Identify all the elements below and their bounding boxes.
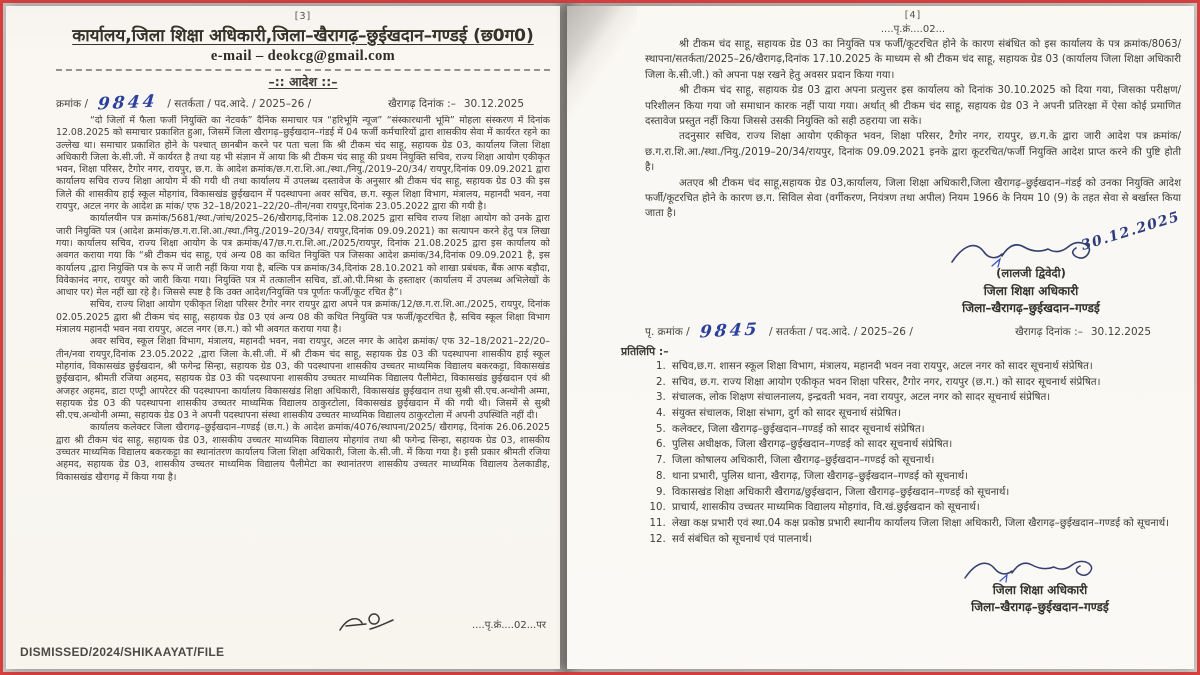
officer-name: (लालजी द्विवेदी)	[996, 265, 1066, 280]
copy-list-heading: प्रतिलिपि :–	[621, 344, 669, 358]
ref-prefix: क्रमांक /	[56, 98, 89, 110]
dashed-separator	[56, 69, 550, 71]
page-fold-corner	[567, 6, 637, 126]
document-page-3	[6, 6, 560, 669]
order-date: 30.12.2025	[1090, 325, 1151, 338]
paragraph: कार्यालय कलेक्टर जिला खैरागढ़–छुईखदान–गण्डई (छ.ग.) के आदेश क्रमांक/4076/स्थापना/2025/ खैरागढ़, दिनांक 26.06.2025 द्वारा श्री टीकम चंद साहू, सहायक ग्रेड 03, शासकीय उच्चतर माध्यमिक विद्यालय मोहगांव तथा श्री फगेन्द्र सिन्हा, सहायक ग्रेड 03, शासकीय उच्चतर माध्यमिक विद्यालय बकरकट्टा का स्थानांतरण कार्यालय जिला शिक्षा अधिकारी, जिला के.सी.जी. में किया गया है। इसी प्रकार श्रीमती रजिया अहमद, सहायक ग्रेड 03, शासकीय उच्चतर माध्यमिक विद्यालय पैलीमेटा का स्थानांतरण शासकीय उच्चतर माध्यमिक विद्यालय ठेलकाडीह, विकासखंड खैरागढ़ में किया गया है।	[56, 422, 550, 483]
officer-signature-block-bottom	[905, 551, 1175, 615]
page-number-3: [3]	[294, 11, 312, 22]
copy-list-item: 3. संचालक, लोक शिक्षण संचालनालय, इन्द्रवती भवन, नवा रायपुर, अटल नगर को सादर सूचनार्थ संप्रेषित।	[669, 391, 1181, 406]
continued-on-page-ref: ....पृ.क्रं....02...पर	[472, 620, 546, 631]
paragraph: अतएव श्री टीकम चंद साहू,सहायक ग्रेड 03,कार्यालय, जिला शिक्षा अधिकारी,जिला खैरागढ़–छुईखदान–गंडई को उनका नियुक्ति आदेश फर्जी/कूटरचित होने के कारण छ.ग. सिविल सेवा (वर्गीकरण, नियंत्रण तथा अपील) नियम 1966 के नियम 10 (9) के तहत सेवा से बर्खास्त किया जाता है।	[645, 177, 1181, 220]
page-number-4: [4]	[904, 10, 922, 21]
copy-list-item: 11. लेखा कक्ष प्रभारी एवं स्था.04 कक्ष प्रकोष्ठ प्रभारी स्थानीय कार्यालय जिला शिक्षा अधिकारी, जिला खैरागढ़–छुईखदान–गण्डई को सूचनार्थ।	[669, 517, 1181, 532]
paragraph: “दो जिलों में फैला फर्जी नियुक्ति का नेटवर्क” दैनिक समाचार पत्र “हरिभूमि न्यूज” “संस्कारधानी भूमि” मोहला संस्करण में दिनांक 12.08.2025 को समाचार प्रकाशित हुआ, जिसमें जिला खैरागढ़–छुईखदान–गंडई में 04 फर्जी कर्मचारियों द्वारा शासकीय सेवा में कार्यरत रहने का उल्लेख था। समाचार प्रकाशित होने के पश्चात् छानबीन करने पर पता चला कि श्री टीकम चंद साहू, सहायक ग्रेड 03, कार्यालय जिला शिक्षा अधिकारी जिला के.सी.जी. में कार्यरत है तथा यह भी संज्ञान में आया कि श्री टीकम चंद साहू की प्रथम नियुक्ति सचिव, राज्य शिक्षा आयोग एकीकृत भवन, शिक्षा परिसर, टैगोर नगर, रायपुर, छ.ग. के आदेश क्रमांक/छ.ग.रा.शि.आ./स्था./नियु./2019–20/34/ रायपुर,दिनांक 09.09.2021 द्वारा कार्यालय सचिव राज्य शिक्षा आयोग में की गयी थी तथा कार्यालय में उपलब्ध दस्तावेज के अनुसार श्री टीकम चंद साहू, सहायक ग्रेड 03 की इस जिले की शासकीय हाई स्कूल मोहगांव, विकासखंड छुईखदान में पदस्थापना अवर सचिव, छ.ग. स्कूल शिक्षा विभाग, मंत्रालय, महानदी भवन, नवा रायपुर, अटल नगर के आदेश क्र मांक/ एफ 32–18/2021–22/20–तीन/नवा रायपुर,दिनांक 23.05.2022 द्वारा की गयी है।	[56, 115, 550, 213]
page-3-footer	[66, 613, 546, 635]
place-date-label: खैरागढ़ दिनांक :–	[388, 98, 456, 110]
ref-suffix: / सतर्कता / पद.आदे. / 2025–26 /	[768, 325, 913, 338]
copy-list-item: 8. थाना प्रभारी, पुलिस थाना, खैरागढ़, जिला खैरागढ़–छुईखदान–गण्डई को सूचनार्थ।	[669, 470, 1181, 485]
paragraph: सचिव, राज्य शिक्षा आयोग एकीकृत शिक्षा परिसर टैगोर नगर रायपुर द्वारा अपने पत्र क्रमांक/12/छ.ग.रा.शि.आ./2025, रायपुर, दिनांक 02.05.2025 द्वारा श्री टीकम चंद साहू, सहायक ग्रेड 03 एवं अन्य 08 की कथित नियुक्ति पत्र फर्जी/कूटरचित है, सचिव स्कूल शिक्षा विभाग मंत्रालय महानदी भवन नवा रायपुर, अटल नगर (छ.ग.) को भी अवगत कराया गया है।	[56, 299, 550, 336]
copy-list-item: 7. जिला कोषालय अधिकारी, जिला खैरागढ़–छुईखदान–गण्डई को सूचनार्थ।	[669, 454, 1181, 469]
page-3-body	[56, 115, 550, 621]
officer-district: जिला–खैरागढ़–छुईखदान–गण्डई	[962, 300, 1100, 315]
ref-suffix: / सतर्कता / पद.आदे. / 2025–26 /	[167, 98, 312, 110]
order-heading-text: –:: आदेश ::–	[268, 74, 338, 89]
signature-initials	[336, 613, 398, 635]
handwritten-date: 30.12.2025	[1079, 208, 1183, 254]
copy-list-item: 6. पुलिस अधीक्षक, जिला खैरागढ़–छुईखदान–गण्डई को सादर सूचनार्थ संप्रेषित।	[669, 438, 1181, 453]
copy-distribution-list	[645, 360, 1181, 547]
signature-scribble	[960, 551, 1120, 585]
copy-list-item: 4. संयुक्त संचालक, शिक्षा संभाग, दुर्ग को सादर सूचनार्थ संप्रेषित।	[669, 407, 1181, 422]
copy-list-item: 5. कलेक्टर, जिला खैरागढ़–छुईखदान–गण्डई को सादर सूचनार्थ संप्रेषित।	[669, 423, 1181, 438]
ref-prefix: पृ. क्रमांक /	[645, 325, 690, 338]
paragraph: श्री टीकम चंद साहू, सहायक ग्रेड 03 द्वारा अपना प्रत्युत्तर इस कार्यालय को दिनांक 30.10.2025 को दिया गया, जिसका परीक्षण/परिशीलन किया गया जो समाधान कारक नहीं पाया गया। अर्थात् श्री टीकम चंद साहू, सहायक ग्रेड 03 ने अपनी प्रतिरक्षा में ऐसा कोई प्रमाणित दस्तावेज प्रस्तुत नहीं किया जिससे उसकी नियुक्ति को सही ठहराया जा सके।	[645, 85, 1181, 128]
office-title: कार्यालय,जिला शिक्षा अधिकारी,जिला–खैरागढ़–छुईखदान–गण्डई (छ0ग0)	[72, 26, 534, 46]
document-page-4	[567, 6, 1194, 669]
officer-designation: जिला शिक्षा अधिकारी	[992, 583, 1088, 598]
continuation-ref: ....पृ.क्रं....02...	[880, 24, 946, 35]
copy-list-item: 12. सर्व संबंधित को सूचनार्थ एवं पालनार्थ।	[669, 533, 1181, 548]
officer-district: जिला–खैरागढ़–छुईखदान–गण्डई	[971, 600, 1109, 615]
paragraph: श्री टीकम चंद साहू, सहायक ग्रेड 03 का नियुक्ति पत्र फर्जी/कूटरचित होने के कारण संबंधित को इस कार्यालय के पत्र क्रमांक/8063/स्थापना/सतर्कता/2025–26/खैरागढ़,दिनांक 17.10.2025 के माध्यम से श्री टीकम चंद साहू, सहायक ग्रेड 03 (कार्यालय जिला शिक्षा अधिकारी जिला के.सी.जी.) को अपना पक्ष रखने हेतु अवसर प्रदान किया गया।	[645, 39, 1181, 81]
file-reference-label: DISMISSED/2024/SHIKAAYAT/FILE	[20, 645, 225, 659]
office-email: e-mail – deokcg@gmail.com	[210, 48, 396, 64]
copy-list-item: 10. प्राचार्य, शासकीय उच्चतर माध्यमिक विद्यालय मोहगांव, वि.खं.छुईखदान को सूचनार्थ।	[669, 501, 1181, 516]
reference-line-4	[645, 319, 1181, 343]
paragraph: अवर सचिव, स्कूल शिक्षा विभाग, मंत्रालय, महानदी भवन, नवा रायपुर, अटल नगर के आदेश क्रमांक/ एफ 32–18/2021–22/20–तीन/नवा रायपुर,दिनांक 23.05.2022 ,द्वारा जिला के.सी.जी. में श्री टीकम चंद साहू, सहायक ग्रेड 03 की पदस्थापना शासकीय हाई स्कूल मोहगांव, विकासखंड छुईखदान, श्री फगेन्द्र सिन्हा, सहायक ग्रेड 03, की पदस्थापना शासकीय उच्चतर माध्यमिक विद्यालय बकरकट्टा, विकासखंड छुईखदान, श्रीमती रजिया अहमद, सहायक ग्रेड 03 की पदस्थापना शासकीय उच्चतर माध्यमिक विद्यालय पैलीमेटा, विकासखंड छुईखदान एवं श्री अजहर अहमद, डाटा एण्ट्री आपरेटर की पदस्थापना कार्यालय विकासखंड शिक्षा अधिकारी, विकासखंड छुईखदान तथा सुश्री सी.एच.अन्थोनी अम्मा, सहायक ग्रेड 03 की पदस्थापना शासकीय उच्चतर माध्यमिक विद्यालय ठाकुरटोला, विकासखंड छुईखदान में की गयी थी। जिसमें से सुश्री सी.एच.अन्थोनी अम्मा, सहायक ग्रेड 03 ने अपनी पदस्थापना संस्था शासकीय उच्चतर माध्यमिक विद्यालय ठाकुरटोला में अपनी उपस्थिति नहीं दी।	[56, 336, 550, 422]
copy-list-item: 2. सचिव, छ.ग. राज्य शिक्षा आयोग एकीकृत भवन शिक्षा परिसर, टैगोर नगर, रायपुर (छ.ग.) को सादर सूचनार्थ संप्रेषित।	[669, 376, 1181, 391]
officer-signature-block	[881, 208, 1183, 316]
place-date-label: खैरागढ़ दिनांक :–	[1015, 325, 1083, 338]
order-heading	[56, 73, 550, 90]
handwritten-serial-number: 9844	[96, 91, 159, 115]
paragraph: कार्यालयीन पत्र क्रमांक/5681/स्था./जांच/2025–26/खैरागढ़,दिनांक 12.08.2025 द्वारा सचिव राज्य शिक्षा आयोग को उनके द्वारा जारी नियुक्ति पत्र (आदेश क्रमांक/छ.ग.रा.शि.आ./स्था./नियु./2019–20/34/ रायपुर,दिनांक 09.09.2021) का सत्यापन करने हेतु पत्र लिखा गया। कार्यालय सचिव, राज्य शिक्षा आयोग के पत्र क्रमांक/47/छ.ग.रा.शि.आ./2025/रायपुर, दिनांक 21.08.2025 द्वारा इस कार्यालय को अवगत कराया गया कि “श्री टीकम चंद साहू, एवं अन्य 08 का कथित नियुक्ति पत्र जिसका आदेश क्रमांक/34,दिनांक 09.09.2021 है, इस कार्यालय ,द्वारा नियुक्ति पत्र के रूप में जारी नहीं किया गया है, बल्कि पत्र क्रमांक/34,दिनांक 28.10.2021 को शाखा प्रबंधक, बैंक आफ बड़ौदा, विवेकानंद नगर, रायपुर को जारी किया गया। नियुक्ति पत्र में तत्कालीन सचिव, डॉ.ओ.पी.मिश्रा के हस्ताक्षर (कार्यालय में उपलब्ध अभिलेखों के आधार पर) मेल नहीं खा रहे है। जिससे स्पष्ट है कि उक्त आदेश/नियुक्ति पत्र पूर्णतः फर्जी/कूट रचित है”।	[56, 213, 550, 299]
paragraph: तदनुसार सचिव, राज्य शिक्षा आयोग एकीकृत भवन, शिक्षा परिसर, टैगोर नगर, रायपुर, छ.ग.के द्वारा जारी आदेश पत्र क्रमांक/छ.ग.रा.शि.आ./स्था./नियु./2019–20/34/रायपुर, दिनांक 09.09.2021 इनके द्वारा कूटरचित/फर्जी नियुक्ति आदेश प्राप्त करने की पुष्टि होती है।	[645, 131, 1181, 174]
copy-list-item: 9. विकासखंड शिक्षा अधिकारी खैरागढ/छुईखदान, जिला खैरागढ़–छुईखदान–गण्डई को सूचनार्थ।	[669, 486, 1181, 501]
officer-designation: जिला शिक्षा अधिकारी	[983, 283, 1079, 298]
reference-line-3	[56, 91, 550, 115]
copy-list-item: 1. सचिव,छ.ग. शासन स्कूल शिक्षा विभाग, मंत्रालय, महानदी भवन नवा रायपुर, अटल नगर को सादर सूचनार्थ संप्रेषित।	[669, 360, 1181, 375]
handwritten-serial-number: 9845	[698, 319, 761, 343]
order-date: 30.12.2025	[463, 98, 524, 110]
